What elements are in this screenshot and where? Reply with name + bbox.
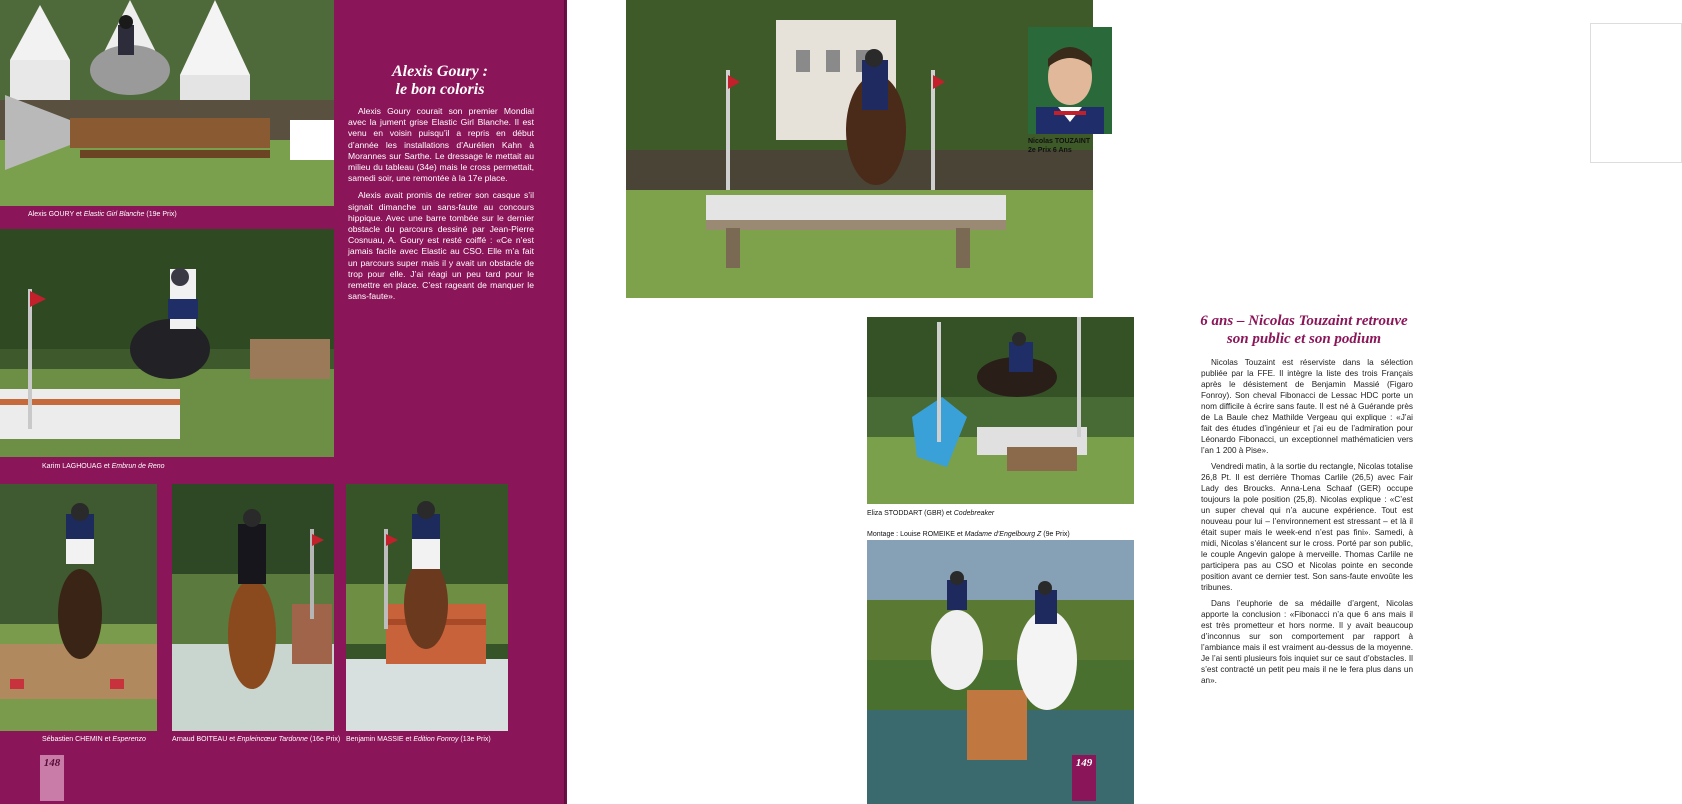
page-number-right: 149 <box>1072 755 1096 801</box>
right-page <box>567 0 1413 804</box>
portrait-frame <box>1590 23 1682 163</box>
left-page <box>0 0 567 804</box>
article-paragraph: Alexis avait promis de retirer son casque s’il signait dimanche un sans-faute au concours hippique. Avec une barre tombée sur le dernier obstacle du parcours dessiné par Jean-Pierre Cosnuau, A. Goury est resté coiffé : «Ce n’est jamais facile avec Elastic au CSO. Elle m’a fait un parcours super mais il y avait un obstacle de trop pour elle. J’ai réagi un peu tard pour le remettre en place. C’est rageant de manquer le sans-faute». <box>348 190 534 302</box>
caption-photo4: Arnaud BOITEAU et Enpleincœur Tardonne (16e Prix) <box>172 736 341 743</box>
article-paragraph: Vendredi matin, à la sortie du rectangle, Nicolas totalise 26,8 Pt. Il est derrière Thomas Carlile (26,5) avec Fair Lady des Broucks. Anna-Lena Schaaf (GER) occupe toujours la pole position (25,8). Nicolas explique : «C’est un super cheval qui n’a aucune expérience. Tout est nouveau pour lui – l’environnement est stressant – et là il était super mais le week-end n’est pas fini». Samedi, à midi, Nicolas s’élancent sur le cross. Porté par son public, le couple Angevin galope à merveille. Thomas Carlile ne participera pas au CSO et Nicolas pointe en seconde position avant ce dernier test. Son sans-faute envoûte les tribunes. <box>1201 462 1413 592</box>
caption-photo2: Karim LAGHOUAG et Embrun de Reno <box>42 463 165 470</box>
photo-nicolas-touzaint-jump <box>626 0 1093 298</box>
headline-alexis-goury: Alexis Goury : le bon coloris <box>392 63 488 98</box>
photo-karim-laghouag <box>0 229 334 457</box>
photo-eliza-stoddart <box>867 317 1134 504</box>
page-number-left: 148 <box>40 755 64 801</box>
photo-alexis-goury <box>0 0 334 206</box>
caption-louise-romeike: Montage : Louise ROMEIKE et Madame d’Engelbourg Z (9e Prix) <box>867 531 1070 538</box>
photo-arnaud-boiteau <box>172 484 334 731</box>
caption-eliza-stoddart: Eliza STODDART (GBR) et Codebreaker <box>867 510 995 517</box>
article-paragraph: Alexis Goury courait son premier Mondial avec la jument grise Elastic Girl Blanche. Il est venu en voisin puisqu’il a repris en début d’année les installations d’Aurélien Kahn à Morannes sur Sarthe. Le dressage le mettait au milieu du tableau (34e) mais le cross permettait, samedi soir, une remontée à la 17e place. <box>348 106 534 184</box>
photo-benjamin-massie <box>346 484 508 731</box>
article-paragraph: Nicolas Touzaint est réserviste dans la sélection publiée par la FFE. Il intègre la liste des trois Français après le désistement de Benjamin Massié (Figaro Fonroy). Son cheval Fibonacci de Lessac HDC porte un nom difficile à écrire sans faute. Il est né à Guérande près de La Baule chez Mathilde Vergeau qui explique : «J’ai fait des études d’ingénieur et j’ai eu de l’admiration pour Léonardo Fibonacci, un exceptionnel mathématicien vers l’an 1 200 à Pise». <box>1201 358 1413 455</box>
article-nicolas-touzaint <box>1201 357 1413 691</box>
article-alexis-goury <box>348 106 534 308</box>
article-paragraph: Dans l’euphorie de sa médaille d’argent, Nicolas apporte la conclusion : «Fibonacci n’a que 6 ans mais il est très prometteur et hors norme. Il y avait beaucoup d’inconnus sur son comportement par rapport à l’ambiance mais il est vraiment au-dessus de la moyenne. Je l’ai senti plusieurs fois inquiet sur ce saut d’obstacles. Il s’est contracté un petit peu mais il ne le fera plus dans un an». <box>1201 599 1413 685</box>
caption-photo3: Sébastien CHEMIN et Esperenzo <box>42 736 146 743</box>
caption-portrait: Nicolas TOUZAINT 2e Prix 6 Ans <box>1028 138 1091 154</box>
headline-nicolas-touzaint: 6 ans – Nicolas Touzaint retrouve son public et son podium <box>1200 313 1408 347</box>
caption-photo5: Benjamin MASSIE et Edition Fonroy (13e Prix) <box>346 736 491 743</box>
photo-nicolas-touzaint-portrait <box>1028 27 1112 134</box>
photo-sebastien-chemin <box>0 484 157 731</box>
caption-photo1: Alexis GOURY et Elastic Girl Blanche (19e Prix) <box>28 211 177 218</box>
